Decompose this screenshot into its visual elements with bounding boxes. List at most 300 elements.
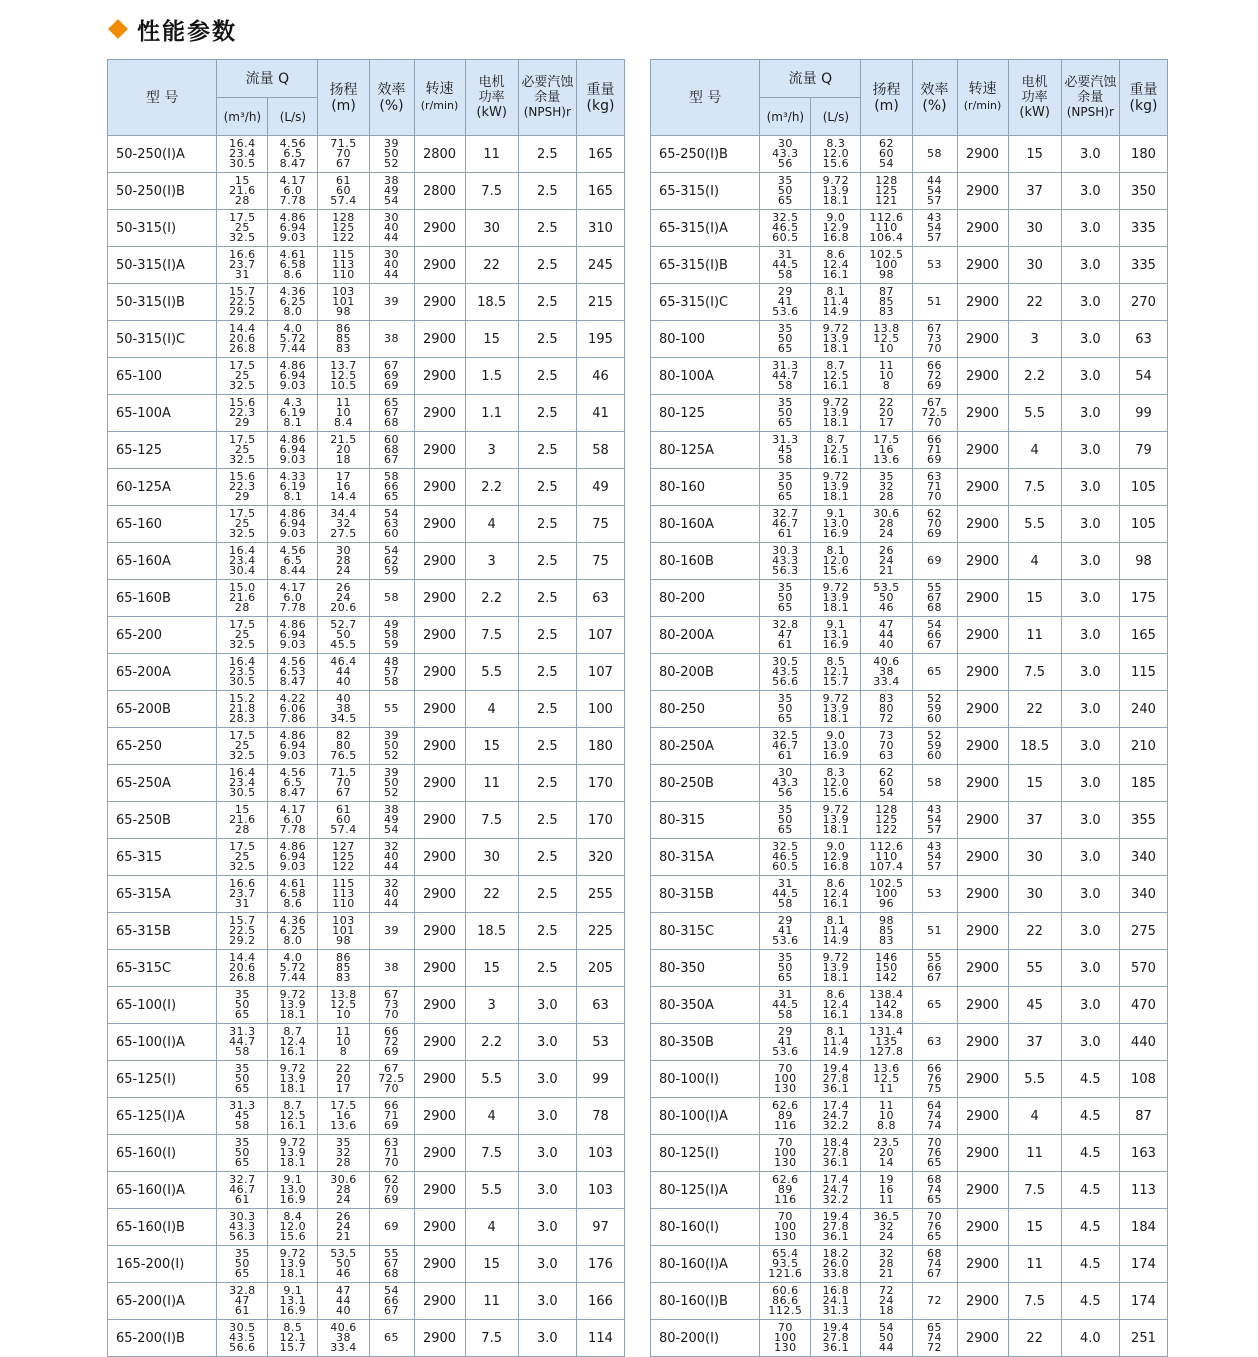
cell-efficiency: [369, 765, 414, 802]
cell-model: 65-125: [108, 432, 217, 469]
cell-flow-m3h: [217, 543, 268, 580]
cell-flow-ls-value: 27.8: [822, 1072, 850, 1085]
cell-flow-m3h: [760, 358, 811, 395]
cell-flow-ls-value: 8.7: [283, 1025, 303, 1038]
cell-flow-m3h-value: 35: [777, 174, 793, 187]
cell-flow-ls: [268, 1024, 318, 1061]
cell-flow-m3h: [760, 1024, 811, 1061]
cell-head-value: 35: [336, 1136, 351, 1149]
cell-model: 65-160: [108, 506, 217, 543]
cell-flow-ls: [268, 506, 318, 543]
cell-efficiency: [912, 839, 957, 876]
cell-efficiency-value: 32: [384, 877, 400, 890]
cell-head: [861, 395, 912, 432]
cell-model: 80-315C: [651, 913, 760, 950]
cell-head-value: 86: [336, 951, 351, 964]
cell-flow-m3h: [217, 728, 268, 765]
cell-weight: 115: [1119, 654, 1167, 691]
cell-head: [861, 469, 912, 506]
cell-flow-m3h: [760, 580, 811, 617]
cell-head-value: 73: [879, 729, 894, 742]
cell-head-value: 12.5: [330, 998, 357, 1011]
cell-flow-ls-value: 8.0: [283, 934, 303, 947]
cell-head-value: 17: [336, 470, 351, 483]
cell-flow-ls-value: 13.1: [279, 1294, 307, 1307]
cell-efficiency-value: 67: [384, 988, 400, 1001]
cell-flow-ls-value: 16.9: [279, 1193, 307, 1206]
cell-flow-m3h-value: 43.3: [229, 1220, 256, 1233]
cell-head-value: 11: [879, 1193, 894, 1206]
cell-flow-m3h-value: 50: [777, 961, 793, 974]
cell-efficiency-value: 58: [384, 591, 400, 604]
cell-efficiency-value: 63: [384, 1136, 400, 1149]
cell-flow-m3h-value: 41: [777, 924, 793, 937]
cell-flow-ls-value: 31.3: [822, 1304, 850, 1317]
cell-flow-m3h-value: 30.5: [229, 1321, 256, 1334]
table-row: [651, 765, 1168, 802]
cell-weight: 255: [576, 876, 624, 913]
cell-efficiency-value: 67: [927, 971, 943, 984]
cell-flow-ls-value: 16.1: [822, 379, 850, 392]
cell-flow-m3h-value: 35: [777, 951, 793, 964]
cell-weight: 103: [576, 1135, 624, 1172]
cell-flow-ls-value: 4.36: [279, 285, 307, 298]
cell-flow-m3h-value: 17.5: [229, 729, 256, 742]
cell-flow-m3h-value: 70: [777, 1136, 793, 1149]
cell-flow-m3h-value: 58: [777, 268, 793, 281]
cell-head: [861, 1135, 912, 1172]
cell-flow-m3h: [217, 469, 268, 506]
cell-speed: 2900: [414, 1320, 465, 1357]
cell-head-value: 85: [879, 924, 894, 937]
cell-flow-ls-value: 6.0: [283, 184, 303, 197]
cell-flow-ls-value: 8.5: [826, 655, 846, 668]
cell-flow-ls-value: 17.4: [822, 1099, 850, 1112]
cell-flow-ls-value: 19.4: [822, 1210, 850, 1223]
cell-npsh: 2.5: [518, 543, 576, 580]
cell-efficiency-value: 64: [927, 1099, 943, 1112]
cell-weight: 99: [1119, 395, 1167, 432]
cell-flow-ls-value: 4.56: [279, 655, 307, 668]
cell-flow-ls-value: 4.3: [283, 396, 303, 409]
cell-flow-ls: [811, 839, 861, 876]
cell-weight: 108: [1119, 1061, 1167, 1098]
cell-head-value: 28: [336, 1156, 351, 1169]
cell-flow-m3h-value: 32.5: [229, 231, 256, 244]
cell-head-value: 67: [336, 157, 351, 170]
cell-model: 65-250(I)B: [651, 136, 760, 173]
cell-flow-ls-value: 6.25: [279, 295, 307, 308]
cell-head: [318, 617, 369, 654]
cell-head-value: 142: [875, 971, 898, 984]
table-body: [108, 136, 625, 1357]
cell-head-value: 110: [875, 221, 898, 234]
cell-speed: 2900: [957, 876, 1008, 913]
cell-npsh: 3.0: [518, 1135, 576, 1172]
cell-power: 5.5: [1008, 395, 1061, 432]
cell-flow-m3h-value: 44.5: [772, 998, 799, 1011]
cell-flow-ls-value: 9.03: [279, 749, 307, 762]
cell-flow-m3h-value: 93.5: [772, 1257, 799, 1270]
cell-flow-ls-value: 9.1: [826, 618, 846, 631]
cell-head-value: 13.8: [330, 988, 357, 1001]
cell-flow-m3h: [760, 1209, 811, 1246]
cell-head-value: 102.5: [869, 877, 904, 890]
cell-weight: 165: [576, 173, 624, 210]
cell-efficiency: [369, 136, 414, 173]
cell-efficiency-value: 67: [384, 406, 400, 419]
table-row: [108, 580, 625, 617]
cell-head: [861, 1320, 912, 1357]
cell-efficiency-value: 69: [384, 1193, 400, 1206]
cell-flow-ls-value: 4.56: [279, 137, 307, 150]
cell-flow-m3h-value: 116: [774, 1193, 797, 1206]
cell-flow-ls: [268, 950, 318, 987]
cell-head: [318, 1024, 369, 1061]
cell-flow-ls-value: 9.0: [826, 729, 846, 742]
col-flow-m3h: (m³/h): [760, 98, 811, 136]
cell-flow-ls-value: 32.2: [822, 1119, 850, 1132]
cell-npsh: 2.5: [518, 876, 576, 913]
cell-efficiency: [369, 469, 414, 506]
cell-flow-ls-value: 9.72: [279, 1247, 307, 1260]
cell-flow-ls-value: 8.7: [826, 433, 846, 446]
cell-weight: 176: [576, 1246, 624, 1283]
cell-flow-m3h: [760, 543, 811, 580]
cell-flow-m3h-value: 56.3: [772, 564, 799, 577]
cell-head-value: 26: [336, 1210, 351, 1223]
cell-npsh: 2.5: [518, 950, 576, 987]
cell-flow-ls-value: 9.72: [822, 470, 850, 483]
cell-speed: 2900: [957, 1098, 1008, 1135]
cell-npsh: 3.0: [1061, 395, 1119, 432]
cell-npsh: 3.0: [518, 1172, 576, 1209]
cell-flow-ls-value: 16.1: [822, 1008, 850, 1021]
cell-power: 5.5: [465, 654, 518, 691]
cell-efficiency-value: 70: [384, 1082, 400, 1095]
cell-flow-m3h: [760, 173, 811, 210]
cell-head: [318, 1172, 369, 1209]
cell-flow-ls-value: 4.22: [279, 692, 307, 705]
cell-flow-ls: [268, 543, 318, 580]
cell-power: 3: [1008, 321, 1061, 358]
col-flow: 流量 Q: [217, 60, 318, 98]
cell-head-value: 10: [879, 342, 894, 355]
cell-flow-ls: [811, 691, 861, 728]
cell-flow-m3h: [760, 876, 811, 913]
cell-flow-m3h-value: 32.8: [229, 1284, 256, 1297]
cell-npsh: 3.0: [518, 987, 576, 1024]
cell-model: 80-100A: [651, 358, 760, 395]
cell-npsh: 3.0: [1061, 765, 1119, 802]
cell-speed: 2900: [414, 432, 465, 469]
table-row: [651, 1320, 1168, 1357]
cell-model: 80-160(I)B: [651, 1283, 760, 1320]
cell-flow-ls-value: 36.1: [822, 1341, 850, 1354]
cell-flow-ls-value: 8.0: [283, 305, 303, 318]
table-row: [108, 321, 625, 358]
cell-efficiency: [912, 1024, 957, 1061]
cell-head-value: 28: [336, 554, 351, 567]
cell-flow-ls-value: 8.1: [826, 285, 846, 298]
cell-model: 50-315(I)A: [108, 247, 217, 284]
cell-speed: 2900: [957, 950, 1008, 987]
cell-flow-ls-value: 12.9: [822, 221, 850, 234]
cell-flow-ls: [268, 580, 318, 617]
cell-efficiency: [369, 1209, 414, 1246]
cell-weight: 335: [1119, 247, 1167, 284]
cell-flow-ls-value: 13.9: [279, 1146, 307, 1159]
table-row: [651, 247, 1168, 284]
cell-power: 4: [465, 691, 518, 728]
cell-head-value: 35: [879, 470, 894, 483]
cell-efficiency-value: 66: [927, 1062, 943, 1075]
cell-flow-m3h-value: 50: [234, 998, 250, 1011]
cell-flow-ls: [268, 876, 318, 913]
cell-head-value: 17.5: [873, 433, 900, 446]
cell-weight: 78: [576, 1098, 624, 1135]
cell-model: 80-250: [651, 691, 760, 728]
cell-flow-m3h: [217, 1135, 268, 1172]
cell-flow-ls: [811, 654, 861, 691]
cell-flow-ls: [811, 1320, 861, 1357]
cell-power: 37: [1008, 1024, 1061, 1061]
cell-head-value: 24: [879, 1294, 894, 1307]
cell-head-value: 22: [336, 1062, 351, 1075]
cell-flow-ls-value: 18.1: [822, 416, 850, 429]
cell-head-value: 110: [332, 268, 355, 281]
cell-head-value: 53.5: [330, 1247, 357, 1260]
cell-flow-m3h-value: 16.6: [229, 877, 256, 890]
cell-flow-ls-value: 8.5: [283, 1321, 303, 1334]
cell-efficiency: [369, 543, 414, 580]
cell-head-value: 18: [336, 453, 351, 466]
cell-speed: 2900: [414, 987, 465, 1024]
table-row: [108, 876, 625, 913]
cell-head-value: 62: [879, 766, 894, 779]
cell-flow-ls-value: 9.72: [822, 951, 850, 964]
cell-power: 7.5: [465, 1135, 518, 1172]
cell-power: 5.5: [1008, 1061, 1061, 1098]
cell-flow-ls: [811, 1098, 861, 1135]
cell-head-value: 125: [332, 221, 355, 234]
cell-head: [861, 1024, 912, 1061]
cell-flow-m3h-value: 23.4: [229, 147, 256, 160]
cell-flow-ls-value: 6.94: [279, 739, 307, 752]
cell-power: 1.5: [465, 358, 518, 395]
cell-speed: 2900: [414, 469, 465, 506]
cell-head-value: 122: [875, 823, 898, 836]
cell-efficiency: [369, 802, 414, 839]
cell-head-value: 53.5: [873, 581, 900, 594]
cell-flow-m3h: [760, 765, 811, 802]
cell-flow-m3h-value: 60.6: [772, 1284, 799, 1297]
cell-flow-m3h-value: 50: [777, 480, 793, 493]
cell-weight: 166: [576, 1283, 624, 1320]
cell-head-value: 46: [879, 601, 894, 614]
cell-model: 65-160(I): [108, 1135, 217, 1172]
cell-efficiency-value: 39: [384, 295, 400, 308]
cell-head-value: 146: [875, 951, 898, 964]
cell-head-value: 24: [336, 564, 351, 577]
cell-flow-m3h-value: 50: [777, 591, 793, 604]
cell-model: 65-100(I): [108, 987, 217, 1024]
cell-npsh: 2.5: [518, 765, 576, 802]
cell-flow-m3h-value: 86.6: [772, 1294, 799, 1307]
cell-head-value: 46.4: [330, 655, 357, 668]
cell-speed: 2900: [957, 1061, 1008, 1098]
cell-flow-m3h-value: 29.2: [229, 934, 256, 947]
cell-speed: 2900: [414, 876, 465, 913]
cell-weight: 175: [1119, 580, 1167, 617]
cell-efficiency: [912, 395, 957, 432]
cell-efficiency: [912, 913, 957, 950]
cell-speed: 2900: [414, 358, 465, 395]
cell-flow-m3h-value: 100: [774, 1146, 797, 1159]
table-row: [651, 1098, 1168, 1135]
cell-flow-m3h-value: 43.3: [772, 776, 799, 789]
cell-flow-m3h: [217, 1283, 268, 1320]
cell-flow-ls: [811, 506, 861, 543]
cell-head-value: 17: [336, 1082, 351, 1095]
cell-flow-ls: [268, 247, 318, 284]
cell-flow-ls-value: 18.1: [822, 823, 850, 836]
cell-head-value: 54: [879, 1321, 894, 1334]
cell-efficiency: [912, 173, 957, 210]
table-row: [651, 839, 1168, 876]
cell-efficiency-value: 65: [384, 1331, 400, 1344]
cell-flow-m3h: [760, 1061, 811, 1098]
cell-flow-m3h: [217, 173, 268, 210]
cell-flow-m3h-value: 65: [777, 416, 793, 429]
cell-flow-m3h-value: 50: [234, 1257, 250, 1270]
cell-flow-m3h: [217, 987, 268, 1024]
cell-efficiency-value: 57: [927, 194, 943, 207]
cell-efficiency: [369, 617, 414, 654]
cell-weight: 75: [576, 506, 624, 543]
cell-head-value: 36.5: [873, 1210, 900, 1223]
cell-efficiency-value: 69: [384, 1220, 400, 1233]
cell-power: 22: [1008, 284, 1061, 321]
cell-flow-ls-value: 9.72: [279, 1136, 307, 1149]
cell-head-value: 57.4: [330, 823, 357, 836]
cell-flow-ls: [811, 580, 861, 617]
cell-flow-ls-value: 8.6: [826, 248, 846, 261]
cell-flow-m3h-value: 56.6: [229, 1341, 256, 1354]
cell-efficiency-value: 52: [927, 692, 943, 705]
cell-flow-m3h: [760, 728, 811, 765]
table-row: [108, 802, 625, 839]
cell-flow-m3h: [760, 950, 811, 987]
cell-head-value: 98: [336, 305, 351, 318]
cell-flow-ls-value: 8.47: [279, 157, 307, 170]
cell-flow-m3h-value: 58: [777, 1008, 793, 1021]
cell-head-value: 71.5: [330, 137, 357, 150]
cell-flow-m3h-value: 17.5: [229, 211, 256, 224]
cell-weight: 105: [1119, 469, 1167, 506]
cell-flow-m3h: [217, 1172, 268, 1209]
cell-efficiency-value: 40: [384, 221, 400, 234]
cell-head: [318, 284, 369, 321]
cell-efficiency-value: 69: [384, 369, 400, 382]
cell-head-value: 122: [332, 860, 355, 873]
cell-efficiency-value: 66: [384, 1294, 400, 1307]
cell-flow-m3h-value: 23.4: [229, 554, 256, 567]
cell-head-value: 40: [336, 675, 351, 688]
cell-head-value: 20: [336, 1072, 351, 1085]
cell-npsh: 3.0: [518, 1246, 576, 1283]
cell-flow-ls-value: 9.1: [826, 507, 846, 520]
cell-head-value: 50: [879, 1331, 894, 1344]
cell-head-value: 16: [879, 443, 894, 456]
cell-efficiency-value: 65: [927, 1321, 943, 1334]
cell-efficiency-value: 39: [384, 924, 400, 937]
cell-flow-ls-value: 16.1: [822, 268, 850, 281]
cell-npsh: 3.0: [1061, 617, 1119, 654]
cell-efficiency: [912, 1098, 957, 1135]
cell-efficiency-value: 70: [927, 342, 943, 355]
cell-speed: 2900: [957, 654, 1008, 691]
cell-flow-ls: [811, 802, 861, 839]
cell-flow-ls-value: 12.4: [822, 998, 850, 1011]
cell-head-value: 80: [336, 739, 351, 752]
cell-efficiency: [369, 1246, 414, 1283]
cell-flow-ls-value: 18.1: [279, 1082, 307, 1095]
cell-flow-ls-value: 32.2: [822, 1193, 850, 1206]
cell-flow-m3h-value: 30.3: [229, 1210, 256, 1223]
cell-flow-ls-value: 6.19: [279, 480, 307, 493]
cell-head: [318, 395, 369, 432]
cell-efficiency-value: 54: [384, 194, 400, 207]
cell-weight: 251: [1119, 1320, 1167, 1357]
cell-head: [861, 506, 912, 543]
cell-efficiency: [912, 1209, 957, 1246]
cell-head-value: 54: [879, 157, 894, 170]
cell-npsh: 3.0: [518, 1283, 576, 1320]
cell-npsh: 3.0: [1061, 321, 1119, 358]
cell-flow-ls-value: 16.9: [822, 638, 850, 651]
cell-flow-m3h-value: 43.3: [772, 554, 799, 567]
table-row: [651, 691, 1168, 728]
cell-efficiency-value: 58: [384, 628, 400, 641]
cell-speed: 2900: [957, 432, 1008, 469]
cell-head: [861, 950, 912, 987]
cell-head-value: 128: [875, 803, 898, 816]
cell-efficiency: [912, 469, 957, 506]
cell-flow-m3h: [217, 321, 268, 358]
cell-efficiency: [369, 395, 414, 432]
cell-flow-m3h-value: 62.6: [772, 1099, 799, 1112]
cell-power: 1.1: [465, 395, 518, 432]
cell-npsh: 3.0: [1061, 987, 1119, 1024]
table-row: [651, 210, 1168, 247]
cell-efficiency-value: 69: [927, 379, 943, 392]
cell-efficiency-value: 68: [384, 416, 400, 429]
cell-model: 80-315A: [651, 839, 760, 876]
cell-speed: 2900: [957, 1209, 1008, 1246]
cell-efficiency-value: 72.5: [921, 406, 948, 419]
cell-weight: 355: [1119, 802, 1167, 839]
table-row: [651, 173, 1168, 210]
cell-head-value: 128: [332, 211, 355, 224]
cell-flow-m3h: [217, 1209, 268, 1246]
cell-efficiency-value: 30: [384, 248, 400, 261]
cell-efficiency-value: 76: [927, 1220, 943, 1233]
cell-flow-m3h-value: 21.6: [229, 184, 256, 197]
cell-head-value: 20: [879, 406, 894, 419]
cell-head-value: 11: [879, 359, 894, 372]
cell-flow-ls: [811, 247, 861, 284]
